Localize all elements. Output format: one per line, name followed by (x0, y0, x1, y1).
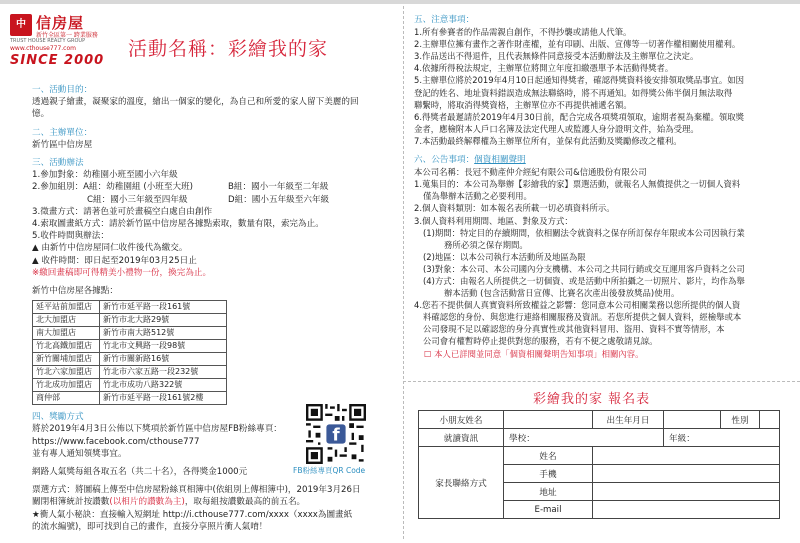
section-title: 三、活動辦法 (32, 158, 84, 169)
form-title: 彩繪我的家 報名表 (533, 392, 651, 407)
vote-text-part: 關閉相簿統計按讚數 (32, 497, 110, 508)
award-text: 網路人氣獎每組各取五名（共二十名），各得獎金1000元 (32, 467, 248, 478)
email-field[interactable] (593, 501, 780, 519)
rule-item (32, 181, 392, 193)
label-gender: 性別 (721, 411, 760, 429)
top-border (0, 0, 800, 4)
note-item: 6.得獎者最遲請於2019年4月30日前，配合完成各項獎項領取，逾期者視為棄權。領取獎 (414, 111, 745, 122)
privacy-item: 僅為舉辦本活動之必要利用。 (423, 191, 532, 202)
registration-form (418, 410, 780, 519)
section-title: 四、獎勵方式 (32, 412, 84, 423)
branch-name: 新竹關埔加盟店 (33, 353, 100, 366)
group-b: B組：國小一年級至二年級 (228, 182, 329, 193)
branch-row (33, 366, 227, 379)
facebook-link[interactable]: https://www.facebook.com/cthouse777 (32, 436, 200, 447)
branch-address: 竹北市文興路一段98號 (100, 340, 227, 353)
section-title (414, 153, 790, 166)
rule-item: 5.收件時間與辦法： (32, 231, 109, 242)
brand-logo (10, 12, 105, 72)
vote-highlight: (以相片的讚數為主) (109, 497, 185, 508)
branch-name: 竹北高鐵加盟店 (33, 340, 100, 353)
branch-row (33, 392, 227, 405)
branch-row (33, 353, 227, 366)
privacy-item: (1)期間：特定目的存續期間，依相關法令就資料之保存所訂保存年限或本公司因執行業 (423, 227, 745, 238)
branch-name: 商仲部 (33, 392, 100, 405)
rule-item: ▲ 收件時間：即日起至2019年03月25日止 (32, 255, 197, 266)
branch-row (33, 327, 227, 340)
branch-name: 南大加盟店 (33, 327, 100, 340)
logo-english-name: TRUST HOUSE REALTY GROUP (10, 38, 86, 44)
tip-text: ★衝人氣小秘訣：直接輸入短網址 http://i.cthouse777.com/xxxx（xxxx為圖畫紙 (32, 509, 353, 520)
logo-url: www.cthouse777.com (10, 45, 76, 52)
branch-address: 新竹市南大路512號 (100, 327, 227, 340)
logo-since: SINCE 2000 (10, 53, 105, 68)
company-name: 本公司名稱：長冠不動產仲介經紀有限公司&信通股份有限公司 (414, 167, 647, 178)
consent-checkbox[interactable]: ☐ 本人已詳閱並同意「個資相關聲明告知事項」相關內容。 (424, 348, 644, 359)
label-phone: 手機 (504, 465, 593, 483)
label-school-info: 就讀資訊 (419, 429, 504, 447)
label-address: 地址 (504, 483, 593, 501)
label-birth: 出生年月日 (593, 411, 664, 429)
child-name-field[interactable] (504, 411, 593, 429)
page-title: 活動名稱：彩繪我的家 (128, 38, 329, 60)
label-email: E-mail (504, 501, 593, 519)
branch-address: 新竹市延平路一段161號 (100, 301, 227, 314)
branch-name: 延平站前加盟店 (33, 301, 100, 314)
note-item: 登記的姓名、地址資料錯誤造成無法聯絡時，將不再通知。如得獎公佈半個月無法取得 (414, 87, 733, 98)
vote-text-part: ，取每組按讚數最高的前五名。 (184, 497, 306, 508)
privacy-item: 辦本活動 (包含活動當日宣傳、比賽名次產出後發放獎品)使用。 (444, 288, 680, 299)
privacy-item: 3.個人資料利用期間、地區、對象及方式： (414, 215, 573, 226)
privacy-item: (2)地區：以本公司執行本活動所及地區為限 (423, 251, 586, 262)
branch-row (33, 314, 227, 327)
branch-row (33, 301, 227, 314)
parent-name-field[interactable] (593, 447, 780, 465)
privacy-item: (3)對象：本公司、本公司國內分支機構、本公司之共同行銷或交互運用客戶資料之公司 (423, 263, 745, 274)
rule-item: 3.徵畫方式：請著色並可於畫稿空白處自由創作 (32, 206, 213, 217)
note-item: 4.依據所得稅法規定，主辦單位將開立年度扣繳憑單予本活動得獎者。 (414, 63, 674, 74)
purpose-text (32, 96, 392, 120)
award-text: 並有專人通知領獎事宜。 (32, 448, 127, 459)
privacy-list (414, 178, 790, 347)
school-field[interactable] (504, 429, 664, 447)
section-title: 二、主辦單位： (32, 127, 93, 138)
branch-row (33, 340, 227, 353)
note-item: 2.主辦單位擁有畫作之著作財產權，並有印刷、出版、宣傳等一切著作權相關使用權利。 (414, 39, 741, 50)
section-title: 五、注意事項： (414, 15, 475, 25)
section-title-text: 六、公告事項： (414, 155, 475, 166)
branch-name: 北大加盟店 (33, 314, 100, 327)
privacy-item: 公司會有權暫時停止提供對您的服務，若有不便之處敬請見諒。 (423, 336, 658, 347)
cut-line (403, 381, 800, 382)
branch-address: 竹北市成功八路322號 (100, 379, 227, 392)
section-title: 一、活動目的： (32, 85, 93, 95)
fold-line (403, 6, 404, 539)
note-item: 聯繫時，將取消得獎資格，主辦單位亦不再提供補遞名額。 (414, 99, 632, 110)
text-line: 憶。 (32, 109, 50, 120)
label-grade: 年級： (669, 433, 695, 444)
award-text: 將於2019年4月3日公佈以下獎項於新竹區中信房屋FB粉絲專頁： (32, 424, 282, 435)
label-parent-contact: 家長聯絡方式 (419, 447, 504, 519)
phone-field[interactable] (593, 465, 780, 483)
branch-name: 竹北成功加盟店 (33, 379, 100, 392)
vote-text (32, 496, 392, 508)
group-a: 2.參加組別：A組：幼稚園組 (小班至大班) (32, 182, 194, 193)
privacy-item: 料確認您的身份、與您進行連絡相關服務及資訊。若您所提供之個人資料，經檢舉或本 (423, 312, 742, 323)
privacy-item: 務所必須之保存期間。 (444, 239, 528, 250)
gender-field[interactable] (760, 411, 780, 429)
privacy-item: 4.您若不提供個人真實資料所致權益之影響：您同意本公司相關業務以您所提供的個人資 (414, 300, 741, 311)
branch-address: 新竹市延平路一段161號2樓 (100, 392, 227, 405)
qr-caption: FB粉絲專頁QR Code (293, 466, 366, 475)
logo-mark: 中 (10, 14, 32, 36)
notes-list (414, 26, 790, 147)
rule-item (32, 194, 392, 206)
rule-item: ▲ 由新竹中信房屋同仁收件後代為繳交。 (32, 243, 188, 254)
organizer-text: 新竹區中信房屋 (32, 139, 93, 150)
note-item: 3.作品送出不得退件，且代表無條件同意接受本活動辦法及主辦單位之決定。 (414, 51, 699, 62)
qr-code[interactable] (306, 404, 366, 464)
section-title-sub: 個資相關聲明 (474, 155, 526, 166)
tip-text: 的流水編號)，即可找到自己的畫作，直接分享照片衝人氣唷！ (32, 521, 268, 532)
birth-field[interactable] (664, 411, 721, 429)
note-item: 金者，應檢附本人戶口名簿及法定代理人或監護人身分證明文件，始為受理。 (414, 123, 699, 134)
gift-note: ※繳回畫稿即可得精美小禮物一份，換完為止。 (32, 267, 212, 278)
branch-table (32, 300, 227, 405)
branch-address: 新竹市關新路16號 (100, 353, 227, 366)
text-line: 透過親子繪畫，凝聚家的溫度，繪出一個家的變化，為自己和所愛的家人留下美麗的回 (32, 97, 359, 108)
branches-title: 新竹中信房屋各據點： (32, 286, 118, 297)
grade-field[interactable] (664, 429, 780, 447)
logo-tagline: 新竹全區第一 跨業服務 (36, 32, 98, 39)
privacy-item: 1.蒐集目的：本公司為舉辦【彩繪我的家】票選活動，就報名人無償提供之一切個人資料 (414, 179, 741, 190)
privacy-item: (4)方式：由報名人所提供之一切個資、或是活動中所拍攝之一切照片、影片，均作為舉 (423, 275, 745, 286)
label-school: 學校： (509, 433, 535, 444)
logo-name: 信房屋 (36, 14, 85, 32)
note-item: 7.本活動最終解釋權為主辦單位所有，並保有此活動及獎勵修改之權利。 (414, 135, 682, 146)
branch-row (33, 379, 227, 392)
rule-item: 4.索取圖畫紙方式：請於新竹區中信房屋各據點索取，數量有限，索完為止。 (32, 219, 324, 230)
group-d: D組：國小五年級至六年級 (228, 194, 330, 205)
right-column (414, 14, 790, 360)
rule-item: 1.參加對象：幼稚園小班至國小六年級 (32, 170, 178, 181)
vote-text: 票選方式：將圖稿上傳至中信房屋粉絲頁相簿中(依組別上傳相簿中)，2019年3月26日 (32, 485, 361, 496)
svg-text:f: f (332, 424, 340, 445)
label-parent-name: 姓名 (504, 447, 593, 465)
group-c: C組：國小三年級至四年級 (87, 194, 188, 205)
note-item: 5.主辦單位將於2019年4月10日起通知得獎者，確認得獎資料後安排領取獎品事宜。如因 (414, 75, 745, 86)
label-child-name: 小朋友姓名 (419, 411, 504, 429)
address-field[interactable] (593, 483, 780, 501)
note-item: 1.所有參賽者的作品需親自創作，不得抄襲或請他人代筆。 (414, 27, 632, 38)
privacy-item: 2.個人資料類別：如本報名表所載一切必填資料所示。 (414, 203, 615, 214)
branch-address: 竹北市六家五路一段232號 (100, 366, 227, 379)
privacy-item: 公司發現不足以確認您的身分真實性或其他資料冒用、盜用、資料不實等情形，本 (423, 324, 725, 335)
branch-name: 竹北六家加盟店 (33, 366, 100, 379)
branch-address: 新竹市北大路29號 (100, 314, 227, 327)
